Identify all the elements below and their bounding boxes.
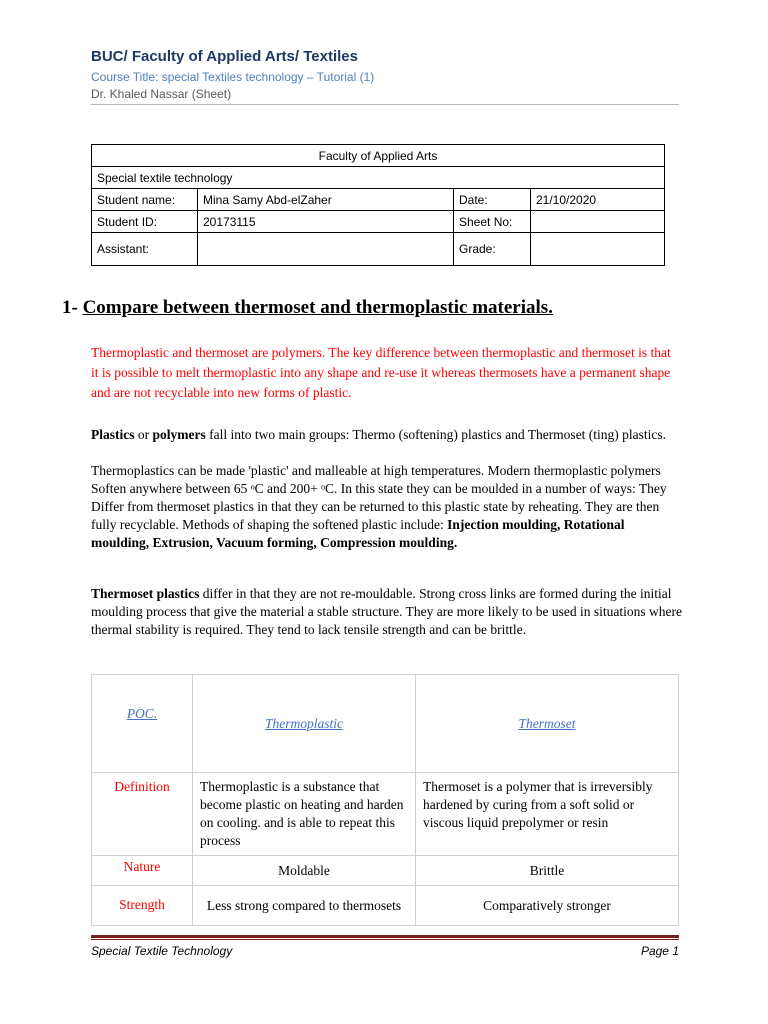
thermoset-definition: Thermoset is a polymer that is irreversibly hardened by curing from a soft solid or viscous liquid prepolymer or resin (416, 773, 679, 856)
thermoset-paragraph (91, 585, 685, 639)
header-divider (91, 104, 679, 105)
page-number: Page 1 (640, 944, 679, 958)
thermoplastic-header-cell (193, 675, 416, 773)
student-name-value: Mina Samy Abd-elZaher (198, 189, 454, 211)
student-name-label: Student name: (92, 189, 198, 211)
strength-label: Strength (92, 886, 193, 926)
grade-label: Grade: (454, 233, 531, 266)
plastics-paragraph (91, 426, 685, 444)
plastics-text-2: fall into two main groups: Thermo (softening) plastics and Thermoset (ting) plastics. (205, 427, 667, 442)
footer-divider-thin (91, 939, 679, 940)
student-id-label: Student ID: (92, 211, 198, 233)
table-row (92, 856, 679, 886)
thermoplastic-definition: Thermoplastic is a substance that become plastic on heating and harden on cooling. and is able to repeat this process (193, 773, 416, 856)
footer-divider-thick (91, 935, 679, 938)
sheet-no-label: Sheet No: (454, 211, 531, 233)
thermoset-nature: Brittle (416, 856, 679, 886)
thermoset-text: differ in that they are not re-mouldable. Strong cross links are formed during the initial moulding process that give the material a stable structure. They are more likely to be used in situations where thermal stability is required. They tend to lack tensile strength and can be brittle. (91, 586, 682, 637)
table-row (92, 773, 679, 856)
student-id-value: 20173115 (198, 211, 454, 233)
grade-value (531, 233, 665, 266)
table-row (92, 886, 679, 926)
polymers-term: polymers (152, 427, 206, 442)
moulding-methods: Injection moulding, Rotational moulding, Extrusion, Vacuum forming, Compression moulding. (91, 517, 625, 550)
thermoset-strength: Comparatively stronger (416, 886, 679, 926)
assistant-value (198, 233, 454, 266)
footer-title: Special Textile Technology (91, 944, 233, 958)
question-text: Compare between thermoset and thermoplastic materials. (82, 297, 553, 318)
thermoplastic-strength: Less strong compared to thermosets (193, 886, 416, 926)
poc-header: POC. (126, 705, 158, 721)
thermoset-header-cell (416, 675, 679, 773)
comparison-table (91, 674, 679, 926)
course-title: Course Title: special Textiles technology – Tutorial (1) (91, 70, 375, 84)
date-label: Date: (454, 189, 531, 211)
thermoplastics-text: Thermoplastics can be made 'plastic' and malleable at high temperatures. Modern thermoplastic polymers Soften anywhere between 65 ᵒC and 200+ ᵒC. In this state they can be moulded in a number of ways: They Differ from thermoset plastics in that they can be returned to this plastic state by reheating. They are then fully recyclable. Methods of shaping the softened plastic include: (91, 463, 667, 532)
thermoplastic-header: Thermoplastic (264, 715, 343, 731)
plastics-text-1: or (134, 427, 153, 442)
thermoset-header: Thermoset (518, 715, 576, 731)
subject-cell: Special textile technology (92, 167, 665, 189)
student-info-table (91, 144, 665, 266)
thermoplastic-nature: Moldable (193, 856, 416, 886)
answer-intro: Thermoplastic and thermoset are polymers. The key difference between thermoplastic and thermoset is that it is possible to melt thermoplastic into any shape and re-use it whereas thermosets have a permanent shape and are not recyclable into new forms of plastic. (91, 345, 671, 400)
faculty-cell: Faculty of Applied Arts (92, 145, 665, 167)
date-value: 21/10/2020 (531, 189, 665, 211)
definition-label: Definition (92, 773, 193, 856)
sheet-no-value (531, 211, 665, 233)
thermoset-term: Thermoset plastics (91, 586, 200, 601)
plastics-term: Plastics (91, 427, 135, 442)
poc-header-cell (92, 675, 193, 773)
assistant-label: Assistant: (92, 233, 198, 266)
thermoplastics-paragraph (91, 462, 685, 552)
author-line: Dr. Khaled Nassar (Sheet) (91, 87, 232, 101)
question-heading (62, 297, 722, 319)
header-title: BUC/ Faculty of Applied Arts/ Textiles (91, 48, 358, 65)
nature-label: Nature (92, 856, 193, 886)
question-number: 1- (62, 297, 78, 318)
